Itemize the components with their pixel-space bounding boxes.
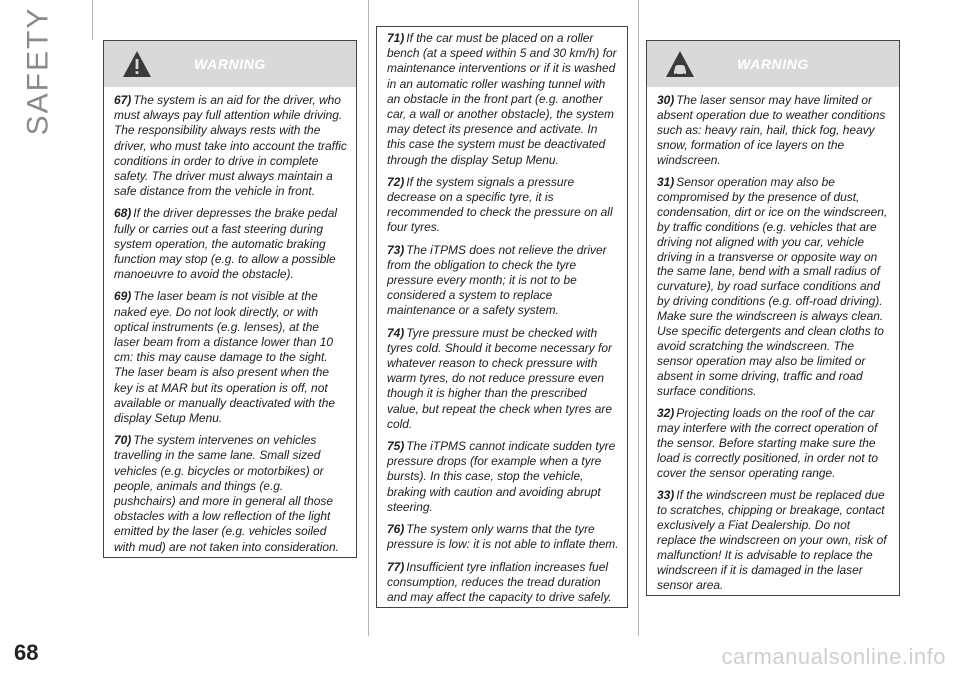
warning-item: 77) Insufficient tyre inflation increases fuel consumption, reduces the tread duration and may affect the capacity to drive safely. <box>387 559 612 604</box>
warning-list <box>377 27 627 605</box>
warning-item: 68) If the driver depresses the brake pedal fully or carries out a fast steering during system operation, the automatic braking function may stop (e.g. to allow a possible manoeuvre to avoid the obstacle). <box>114 206 337 282</box>
warning-item: 32) Projecting loads on the roof of the car may interfere with the correct operation of the sensor. Before starting make sure the load is correctly positioned, in order not to cover the sensor operating range. <box>657 406 878 480</box>
column-rule-left <box>92 0 93 40</box>
column-rule-right <box>638 0 639 636</box>
warning-box-right <box>646 40 900 596</box>
warning-title: WARNING <box>737 56 809 72</box>
warning-item: 31) Sensor operation may also be compromised by the presence of dust, condensation, dirt or ice on the windscreen, by traffic conditions (e.g. vehicles that are driving not aligned with you car, vehicle driving in a transverse or opposite way on the same lane, bend with a small radius of curvature), by road surface conditions and by driving conditions (e.g. off-road driving). Make sure the windscreen is always clean. Use specific detergents and clean cloths to avoid scratching the windscreen. The sensor operation may also be limited or absent in some driving, traffic and road surface conditions. <box>657 174 888 399</box>
warning-list <box>104 87 356 555</box>
footer-watermark: carmanualsonline.info <box>721 644 946 669</box>
warning-list <box>647 87 899 593</box>
warning-header <box>647 41 899 87</box>
column-rule-middle <box>368 0 369 636</box>
warning-item: 67) The system is an aid for the driver, who must always pay full attention while driving. The responsibility always rests with the driver, who must take into account the traffic conditions in order to drive in complete safety. The driver must always maintain a safe distance from the vehicle in front. <box>114 93 347 199</box>
warning-triangle-icon <box>122 49 152 79</box>
car-warning-icon <box>665 49 695 79</box>
warning-box-middle <box>376 26 628 608</box>
warning-item: 69) The laser beam is not visible at the naked eye. Do not look directly, or with optical instruments (e.g. lenses), at the laser beam from a distance lower than 10 cm: this may cause damage to the sight. The laser beam is also present when the key is at MAR but its operation is off, not available or manually deactivated with the display Setup Menu. <box>114 289 335 426</box>
warning-item: 70) The system intervenes on vehicles travelling in the same lane. Small sized vehicles (e.g. bicycles or motorbikes) or people, animals and things (e.g. pushchairs) and more in general all those obstacles with a low reflection of the light emitted by the laser (e.g. vehicles soiled with mud) are not taken into consideration. <box>114 433 339 554</box>
warning-box-left <box>103 40 357 558</box>
warning-item: 73) The iTPMS does not relieve the driver from the obligation to check the tyre pressure every month; it is not to be considered a system to replace maintenance or a safety system. <box>387 242 607 318</box>
warning-title: WARNING <box>194 56 266 72</box>
warning-item: 76) The system only warns that the tyre pressure is low: it is not able to inflate them. <box>387 522 619 552</box>
warning-item: 30) The laser sensor may have limited or absent operation due to weather conditions such as: heavy rain, hail, thick fog, heavy snow, formation of ice layers on the windscreen. <box>657 93 886 167</box>
page-number: 68 <box>14 640 39 665</box>
section-title: SAFETY <box>21 6 55 136</box>
warning-item: 33) If the windscreen must be replaced due to scratches, chipping or breakage, contact exclusively a Fiat Dealership. Do not replace the windscreen on your own, risk of malfunction! It is advisable to replace the windscreen if it is damaged in the laser sensor area. <box>657 487 887 592</box>
warning-item: 72) If the system signals a pressure decrease on a specific tyre, it is recommended to check the pressure on all four tyres. <box>387 174 613 235</box>
warning-item: 71) If the car must be placed on a roller bench (at a speed within 5 and 30 km/h) for maintenance interventions or if it is washed in an automatic roller washing tunnel with an obstacle in the front part (e.g. another car, a wall or another obstacle), the system may detect its presence and activate. In this case the system must be deactivated through the display Setup Menu. <box>387 31 617 167</box>
warning-item: 75) The iTPMS cannot indicate sudden tyre pressure drops (for example when a tyre bursts). In this case, stop the vehicle, braking with caution and avoiding abrupt steering. <box>387 439 616 514</box>
warning-item: 74) Tyre pressure must be checked with tyres cold. Should it become necessary for whatever reason to check pressure with warm tyres, do not reduce pressure even though it is higher than the prescribed value, but repeat the check when tyres are cold. <box>387 325 612 431</box>
warning-header <box>104 41 356 87</box>
